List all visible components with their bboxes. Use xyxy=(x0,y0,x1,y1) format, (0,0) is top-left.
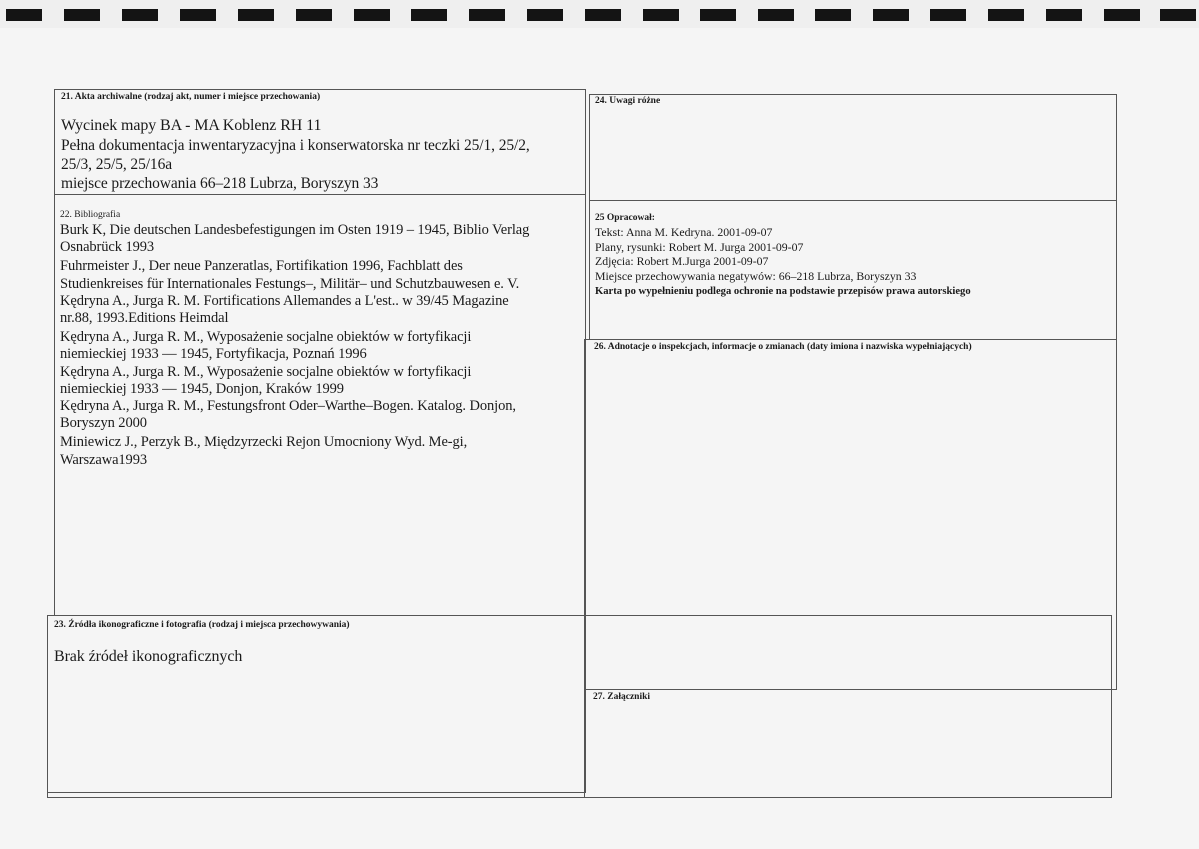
section-24-label: 24. Uwagi różne xyxy=(595,96,661,106)
section-22-bibliography xyxy=(54,194,586,616)
section-22-text xyxy=(60,222,584,469)
binding-hole xyxy=(64,9,100,21)
bibliography-line: nr.88, 1993.Editions Heimdal xyxy=(60,310,229,327)
bibliography-line: Kędryna A., Jurga R. M., Festungsfront Oder–Warthe–Bogen. Katalog. Donjon, xyxy=(60,398,516,415)
binding-hole xyxy=(122,9,158,21)
bibliography-line: Osnabrück 1993 xyxy=(60,239,155,256)
prepared-by-line: Zdjęcia: Robert M.Jurga 2001-09-07 xyxy=(595,254,769,269)
bibliography-line: Burk K, Die deutschen Landesbefestigungen im Osten 1919 – 1945, Biblio Verlag xyxy=(60,222,530,238)
section-26-inspection-notes xyxy=(584,339,1117,690)
bibliography-line: Kędryna A., Jurga R. M., Wyposażenie socjalne obiektów w fortyfikacji xyxy=(60,363,472,380)
binding-hole xyxy=(354,9,390,21)
binding-hole xyxy=(1104,9,1140,21)
binding-hole xyxy=(758,9,794,21)
binding-hole xyxy=(1160,9,1196,21)
section-21-archival-records xyxy=(54,89,586,195)
copyright-note: Karta po wypełnieniu podlega ochronie na podstawie przepisów prawa autorskiego xyxy=(595,286,971,298)
binding-strip xyxy=(0,0,1199,28)
section-21-label: 21. Akta archiwalne (rodzaj akt, numer i miejsce przechowania) xyxy=(61,92,321,102)
binding-hole xyxy=(700,9,736,21)
prepared-by-line: Tekst: Anna M. Kedryna. 2001-09-07 xyxy=(595,225,773,239)
binding-hole xyxy=(643,9,679,21)
binding-hole xyxy=(180,9,216,21)
bibliography-line: Warszawa1993 xyxy=(60,451,148,468)
section-21-line: Wycinek mapy BA - MA Koblenz RH 11 xyxy=(61,117,322,134)
section-22-label: 22. Bibliografia xyxy=(60,210,121,220)
binding-hole xyxy=(988,9,1024,21)
inventory-card-page xyxy=(0,28,1199,849)
section-27-label: 27. Załączniki xyxy=(593,692,651,702)
binding-hole xyxy=(469,9,505,21)
binding-hole xyxy=(815,9,851,21)
section-21-line: 25/3, 25/5, 25/16a xyxy=(61,156,172,173)
section-23-text: Brak źródeł ikonograficznych xyxy=(54,648,243,665)
section-25-text xyxy=(595,225,1115,300)
section-21-text xyxy=(61,116,581,193)
section-27-attachments xyxy=(584,689,1112,798)
section-21-line: miejsce przechowania 66–218 Lubrza, Boryszyn 33 xyxy=(61,175,379,192)
binding-hole xyxy=(238,9,274,21)
binding-hole xyxy=(1046,9,1082,21)
section-24-remarks xyxy=(589,94,1117,201)
bibliography-line: Studienkreises für Internationales Festungs–, Militär– und Schutzbauwesen e. V. xyxy=(60,275,520,292)
section-25-prepared-by xyxy=(589,200,1117,340)
bibliography-line: niemieckiej 1933 — 1945, Donjon, Kraków 1999 xyxy=(60,380,344,397)
prepared-by-line: Plany, rysunki: Robert M. Jurga 2001-09-07 xyxy=(595,239,804,254)
section-26-label: 26. Adnotacje o inspekcjach, informacje o zmianach (daty imiona i nazwiska wypełniających) xyxy=(594,342,972,352)
section-21-line: Pełna dokumentacja inwentaryzacyjna i konserwatorska nr teczki 25/1, 25/2, xyxy=(61,137,530,154)
prepared-by-line: Miejsce przechowywania negatywów: 66–218 Lubrza, Boryszyn 33 xyxy=(595,268,917,283)
binding-hole xyxy=(930,9,966,21)
bibliography-line: Fuhrmeister J., Der neue Panzeratlas, Fortifikation 1996, Fachblatt des xyxy=(60,258,463,275)
bibliography-line: Kędryna A., Jurga R. M. Fortifications Allemandes a L'est.. w 39/45 Magazine xyxy=(60,292,509,309)
bibliography-line: Miniewicz J., Perzyk B., Międzyrzecki Rejon Umocniony Wyd. Me-gi, xyxy=(60,434,468,451)
bibliography-line: Boryszyn 2000 xyxy=(60,415,147,432)
copyright-note-wrapper xyxy=(595,283,1115,300)
bibliography-line: niemieckiej 1933 — 1945, Fortyfikacja, Poznań 1996 xyxy=(60,346,367,363)
binding-hole xyxy=(6,9,42,21)
bibliography-line: Kędryna A., Jurga R. M., Wyposażenie socjalne obiektów w fortyfikacji xyxy=(60,329,472,346)
section-23-iconographic-sources xyxy=(47,615,586,793)
section-25-label: 25 Opracował: xyxy=(595,213,655,223)
binding-hole xyxy=(411,9,447,21)
binding-hole xyxy=(296,9,332,21)
binding-hole xyxy=(527,9,563,21)
binding-hole xyxy=(585,9,621,21)
binding-hole xyxy=(873,9,909,21)
section-23-label: 23. Źródła ikonograficzne i fotografia (rodzaj i miejsca przechowywania) xyxy=(54,620,350,630)
